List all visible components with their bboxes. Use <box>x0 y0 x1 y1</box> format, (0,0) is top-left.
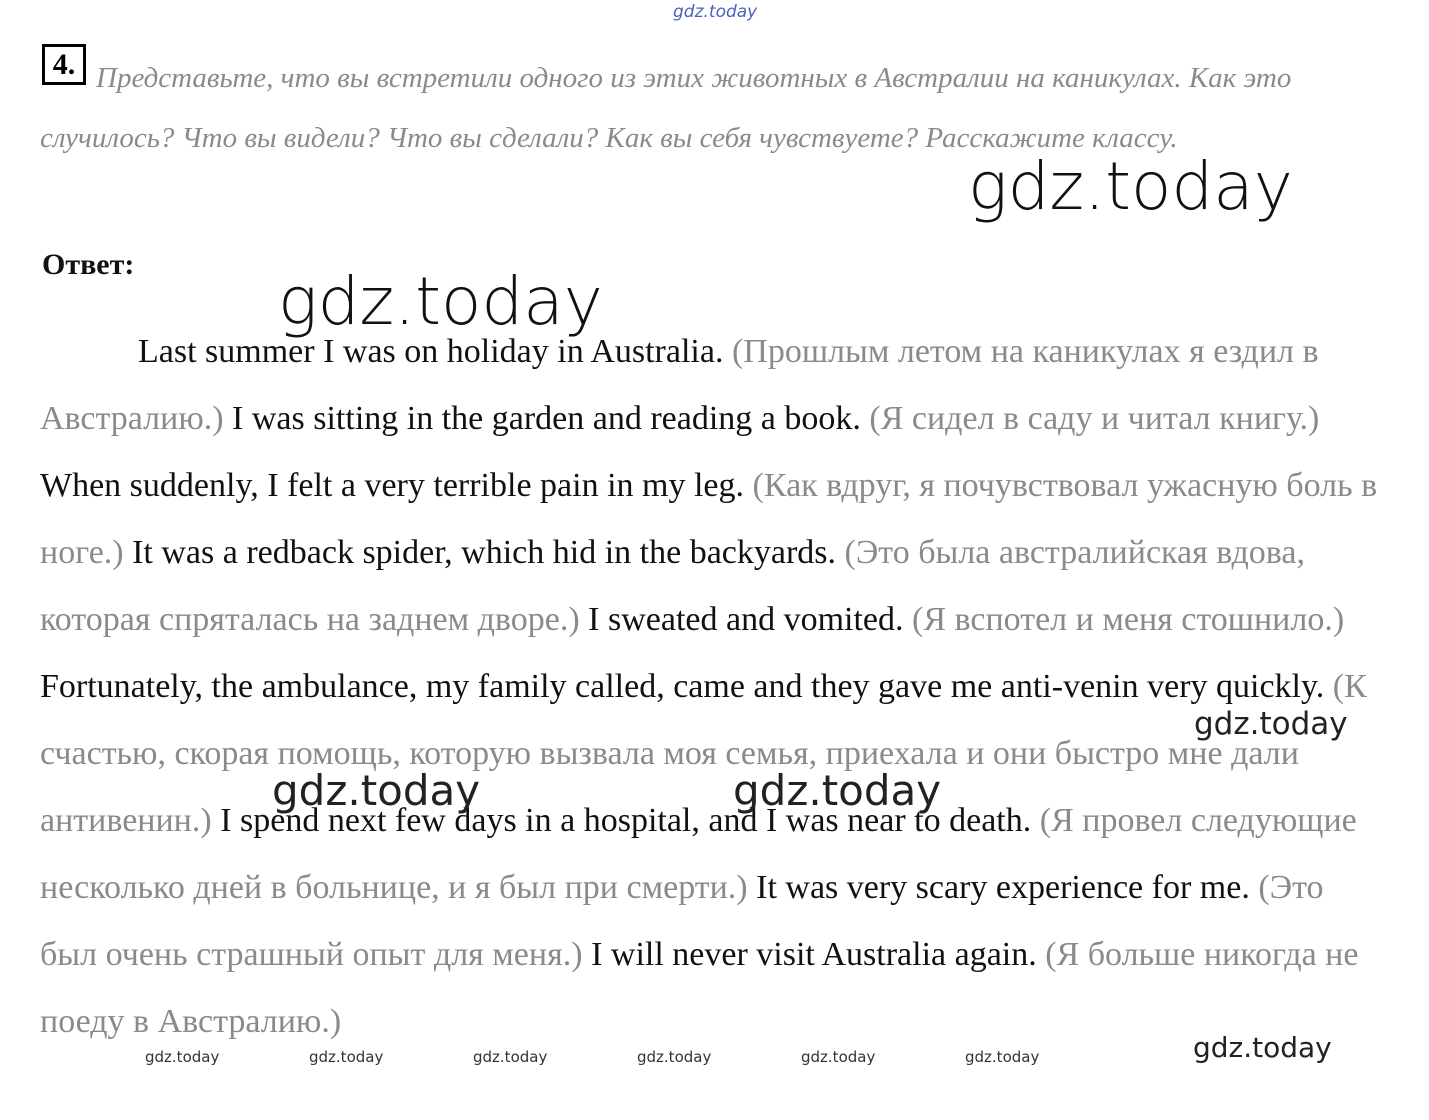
answer-ru-translation: (Я провел следующие несколько дней в больнице, и я был при смерти.) <box>40 802 1357 906</box>
answer-ru-translation: (Я сидел в саду и читал книгу.) <box>869 400 1320 437</box>
answer-en-sentence: It was a redback spider, which hid in the backyards. <box>132 534 837 571</box>
answer-label: Ответ: <box>42 248 135 281</box>
answer-ru-translation: (К счастью, скорая помощь, которую вызвала моя семья, приехала и они быстро мне дали антивенин.) <box>40 668 1367 839</box>
watermark-medium: gdz.today <box>272 766 481 815</box>
answer-en-sentence: I was sitting in the garden and reading a book. <box>232 400 861 437</box>
watermark-large: gdz.today <box>278 263 603 340</box>
answer-en-sentence: I spend next few days in a hospital, and I was near to death. <box>220 802 1032 839</box>
answer-text <box>40 318 1385 1055</box>
watermark-small: gdz.today <box>473 1048 548 1066</box>
task-number: 4. <box>42 44 86 85</box>
watermark-small: gdz.today <box>309 1048 384 1066</box>
answer-ru-translation: (Прошлым летом на каникулах я ездил в Австралию.) <box>40 333 1319 437</box>
watermark-medium: gdz.today <box>733 766 942 815</box>
answer-en-sentence: I sweated and vomited. <box>588 601 904 638</box>
watermark-small: gdz.today <box>637 1048 712 1066</box>
answer-ru-translation: (Я вспотел и меня стошнило.) <box>912 601 1345 638</box>
task-text: Представьте, что вы встретили одного из этих животных в Австралии на каникулах. Как это случилось? Что вы видели? Что вы сделали? Как вы себя чувствуете? Расскажите классу. <box>40 62 1292 154</box>
answer-ru-translation: (Я больше никогда не поеду в Австралию.) <box>40 936 1359 1040</box>
watermark-small: gdz.today <box>801 1048 876 1066</box>
answer-en-sentence: Last summer I was on holiday in Australia. <box>138 333 724 370</box>
watermark-top: gdz.today <box>673 2 758 22</box>
answer-en-sentence: It was very scary experience for me. <box>756 869 1250 906</box>
answer-en-sentence: When suddenly, I felt a very terrible pain in my leg. <box>40 467 745 504</box>
watermark-medium: gdz.today <box>1194 706 1348 742</box>
answer-en-sentence: Fortunately, the ambulance, my family called, came and they gave me anti-venin very quickly. <box>40 668 1325 705</box>
watermark-small: gdz.today <box>965 1048 1040 1066</box>
watermark-medium: gdz.today <box>1193 1031 1332 1064</box>
answer-ru-translation: (Как вдруг, я почувствовал ужасную боль в ноге.) <box>40 467 1378 571</box>
watermark-small: gdz.today <box>145 1048 220 1066</box>
watermark-large: gdz.today <box>968 148 1293 225</box>
answer-ru-translation: (Это была австралийская вдова, которая спряталась на заднем дворе.) <box>40 534 1305 638</box>
answer-en-sentence: I will never visit Australia again. <box>591 936 1037 973</box>
answer-ru-translation: (Это был очень страшный опыт для меня.) <box>40 869 1324 973</box>
